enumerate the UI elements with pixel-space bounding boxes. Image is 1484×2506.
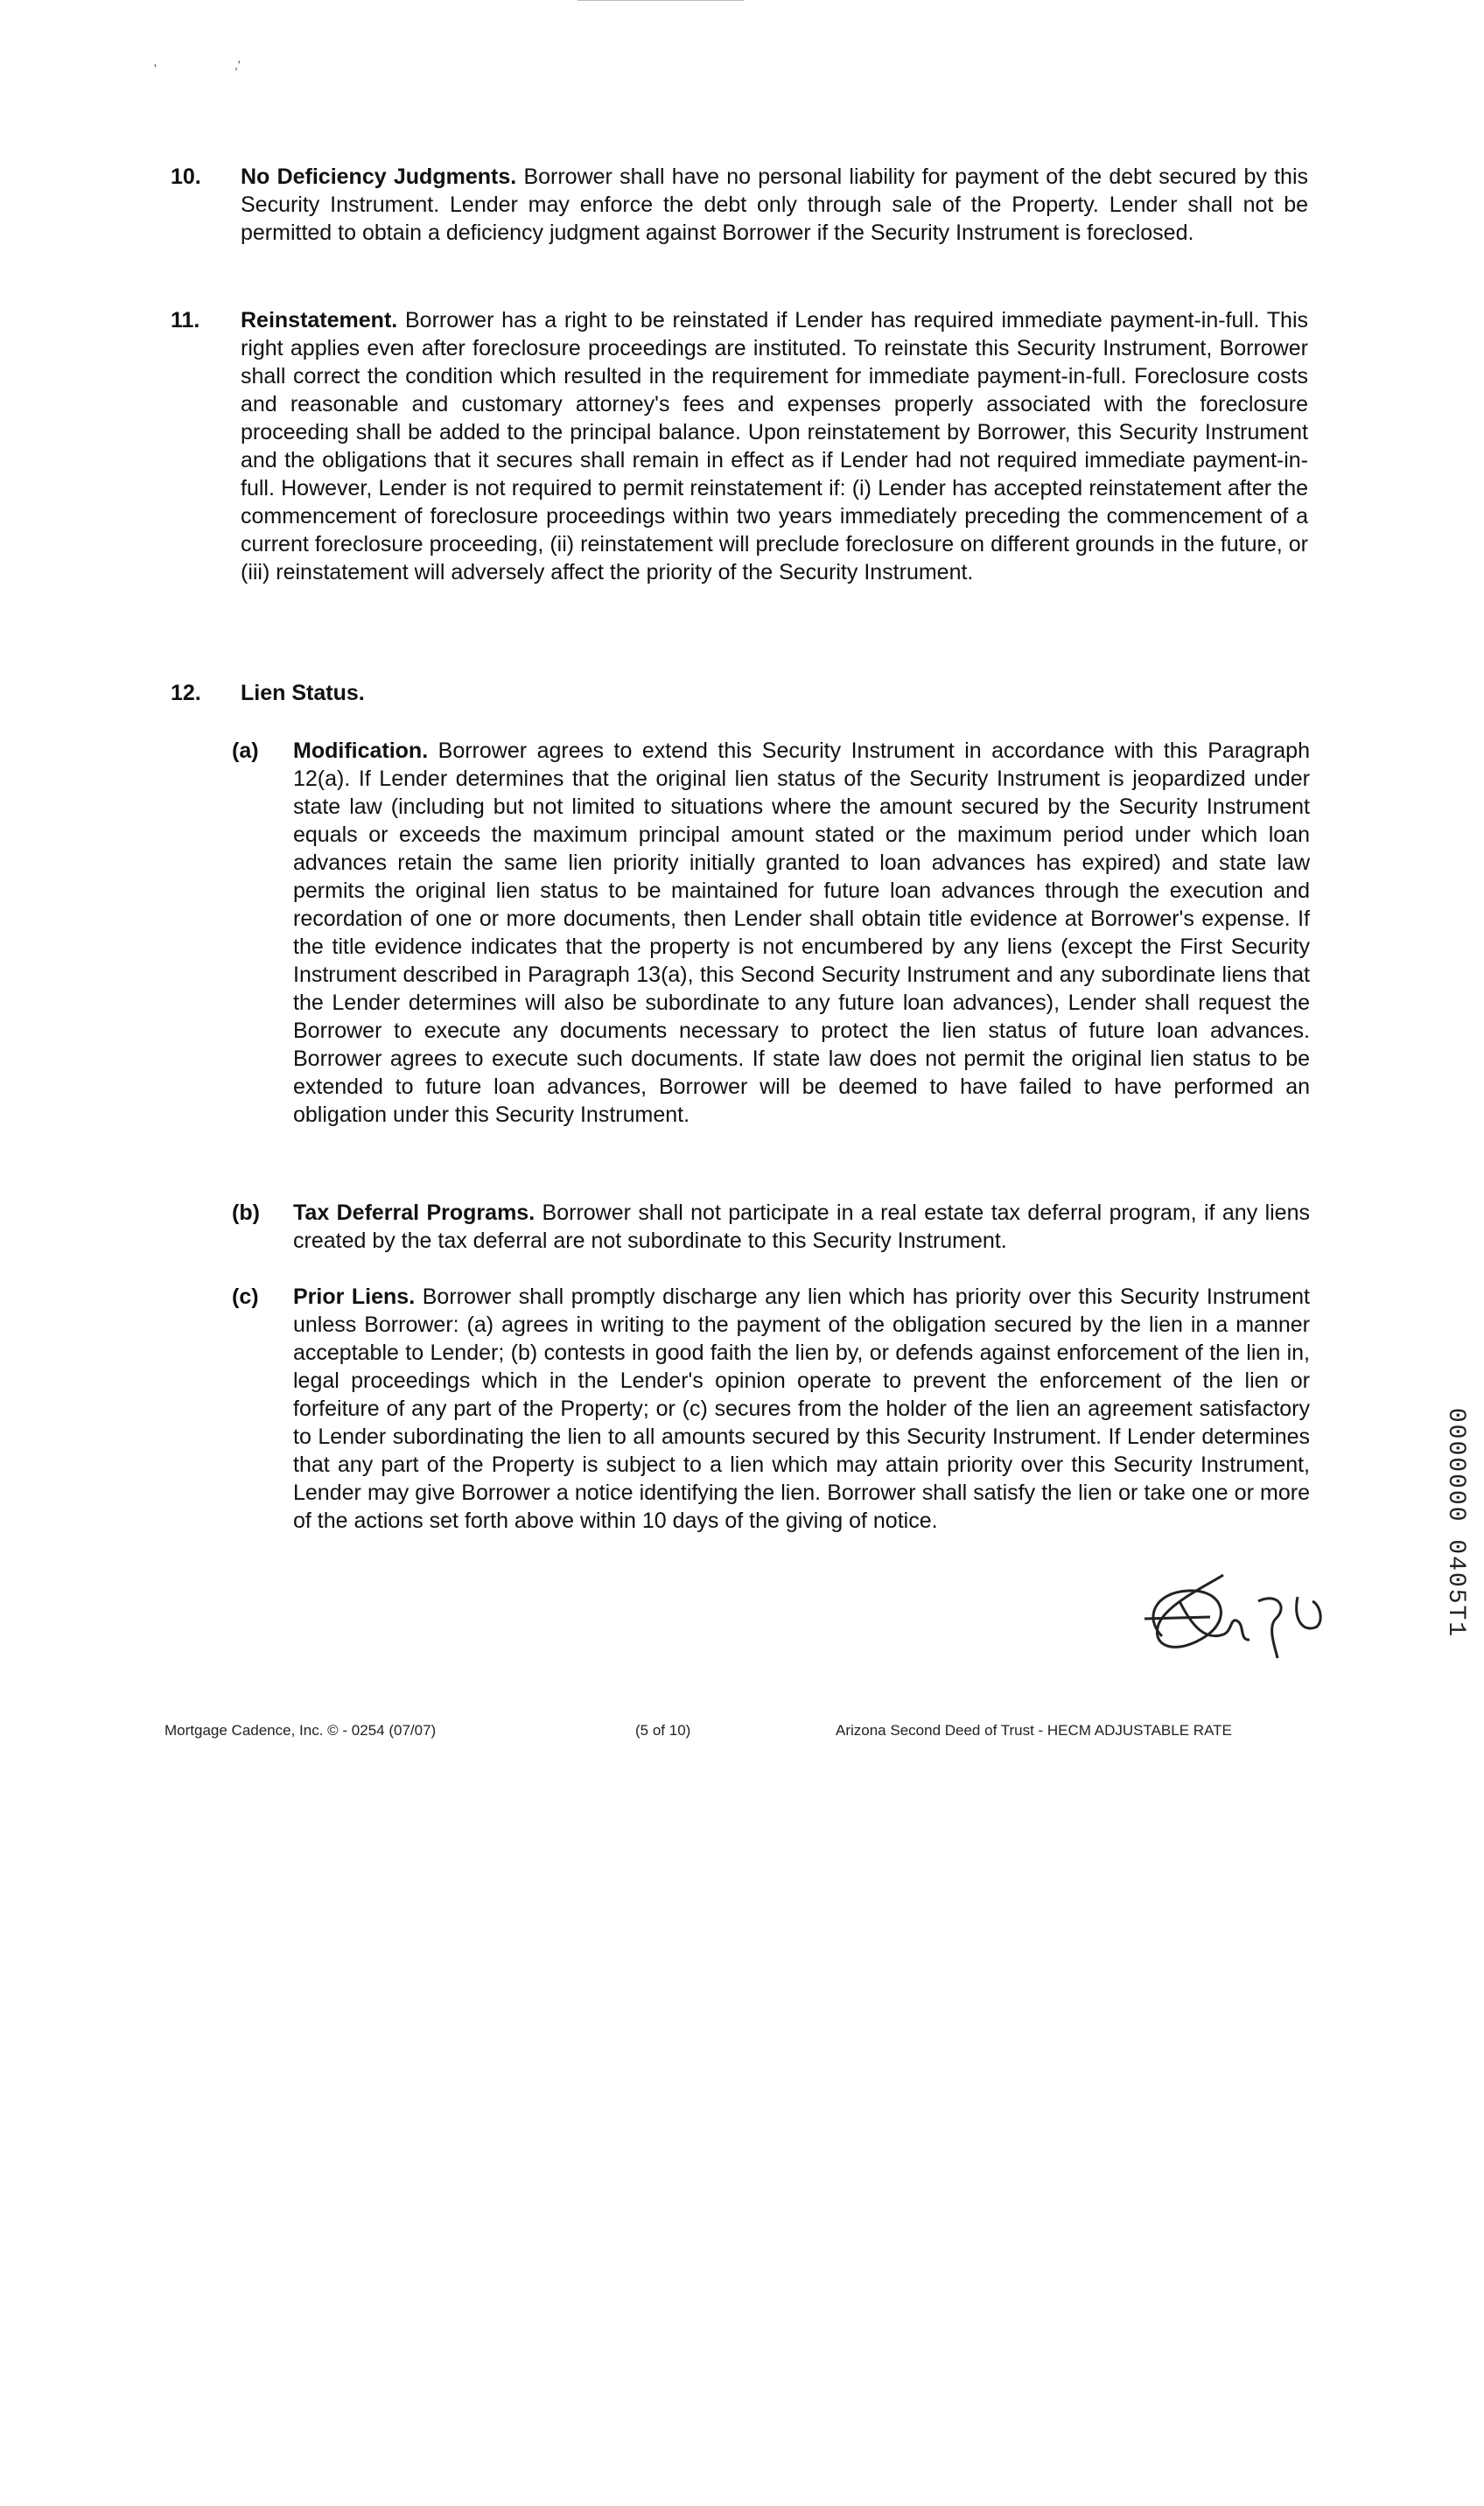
subsection-body bbox=[293, 1199, 1310, 1255]
subsection-letter: (b) bbox=[232, 1200, 260, 1225]
scan-speck: ,' bbox=[234, 58, 241, 72]
subsection-c bbox=[232, 1283, 1310, 1535]
subsection-text: Borrower shall not participate in a real estate tax deferral program, if any liens created by the tax deferral are not subordinate to this Security Instrument. bbox=[293, 1200, 1310, 1253]
section-text: Borrower shall have no personal liability for payment of the debt secured by this Security Instrument. Lender may enforce the debt only through sale of the Property. Lender shall not be permitted to obtain a deficiency judgment against Borrower if the Security Instrument is foreclosed. bbox=[241, 164, 1308, 245]
signature-initials bbox=[1127, 1566, 1334, 1662]
scan-edge-line bbox=[578, 0, 744, 1]
subsection-text: Borrower shall promptly discharge any lien which has priority over this Security Instrument unless Borrower: (a) agrees in writing to the payment of the obligation secured by the lien in a manner acceptable to Lender; (b) contests in good faith the lien by, or defends against enforcement of the lien in, legal proceedings which in the Lender's opinion operate to prevent the enforcement of the lien or forfeiture of any part of the Property; or (c) secures from the holder of the lien an agreement satisfactory to Lender subordinating the lien to all amounts secured by this Security Instrument. If Lender determines that any part of the Property is subject to a lien which may attain priority over this Security Instrument, Lender may give Borrower a notice identifying the lien. Borrower shall satisfy the lien or take one or more of the actions set forth above within 10 days of the giving of notice. bbox=[293, 1284, 1310, 1533]
subsection-heading: Tax Deferral Programs. bbox=[293, 1200, 536, 1225]
footer-left: Mortgage Cadence, Inc. © - 0254 (07/07) bbox=[164, 1722, 437, 1739]
section-heading: No Deficiency Judgments. bbox=[241, 164, 517, 189]
subsection-letter: (c) bbox=[232, 1284, 259, 1309]
section-heading: Lien Status. bbox=[241, 681, 365, 705]
subsection-text: Borrower agrees to extend this Security Instrument in accordance with this Paragraph 12(a). If Lender determines that the original lien status of the Security Instrument is jeopardized under state law (including but not limited to situations where the amount secured by the Security Instrument equals or exceeds the maximum principal amount stated or the maximum period under which loan advances retain the same lien priority initially granted to loan advances has expired) and state law permits the original lien status to be maintained for future loan advances through the execution and recordation of one or more documents, then Lender shall obtain title evidence at Borrower's expense. If the title evidence indicates that the property is not encumbered by any liens (except the First Security Instrument described in Paragraph 13(a), this Second Security Instrument and any subordinate liens that the Lender determines will also be subordinate to any future loan advances), Lender shall request the Borrower to execute any documents necessary to protect the lien status of future loan advances. Borrower agrees to execute such documents. If state law does not permit the original lien status to be extended to future loan advances, Borrower will be deemed to have failed to have performed an obligation under this Security Instrument. bbox=[293, 738, 1310, 1127]
footer-right: Arizona Second Deed of Trust - HECM ADJUSTABLE RATE bbox=[836, 1722, 1232, 1739]
subsection-body bbox=[293, 1283, 1310, 1535]
section-body bbox=[241, 163, 1308, 247]
section-number: 11. bbox=[171, 308, 200, 332]
section-heading: Reinstatement. bbox=[241, 308, 398, 332]
subsection-heading: Prior Liens. bbox=[293, 1284, 416, 1309]
section-12 bbox=[171, 679, 1308, 707]
section-text: Borrower has a right to be reinstated if Lender has required immediate payment-in-full. This right applies even after foreclosure proceedings are instituted. To reinstate this Security Instrument, Borrower shall correct the condition which resulted in the requirement for immediate payment-in-full. Foreclosure costs and reasonable and customary attorney's fees and expenses properly associated with the foreclosure proceeding shall be added to the principal balance. Upon reinstatement by Borrower, this Security Instrument and the obligations that it secures shall remain in effect as if Lender had not required immediate payment-in-full. However, Lender is not required to permit reinstatement if: (i) Lender has accepted reinstatement after the commencement of foreclosure proceedings within two years immediately preceding the commencement of a current foreclosure proceeding, (ii) reinstatement will preclude foreclosure on different grounds in the future, or (iii) reinstatement will adversely affect the priority of the Security Instrument. bbox=[241, 308, 1308, 584]
section-number: 12. bbox=[171, 681, 201, 705]
section-10 bbox=[171, 163, 1308, 247]
subsection-b bbox=[232, 1199, 1310, 1255]
subsection-body bbox=[293, 737, 1310, 1129]
recording-number: 0000000 0405T1 bbox=[1442, 1407, 1470, 1638]
scan-speck: ' bbox=[154, 61, 157, 75]
subsection-letter: (a) bbox=[232, 738, 259, 763]
section-11 bbox=[171, 306, 1308, 586]
subsection-a bbox=[232, 737, 1310, 1129]
subsection-heading: Modification. bbox=[293, 738, 429, 763]
section-body bbox=[241, 306, 1308, 586]
footer-page-number: (5 of 10) bbox=[635, 1722, 691, 1739]
section-number: 10. bbox=[171, 164, 201, 189]
recording-number-stamp bbox=[1438, 1409, 1474, 1636]
section-body bbox=[241, 679, 1308, 707]
